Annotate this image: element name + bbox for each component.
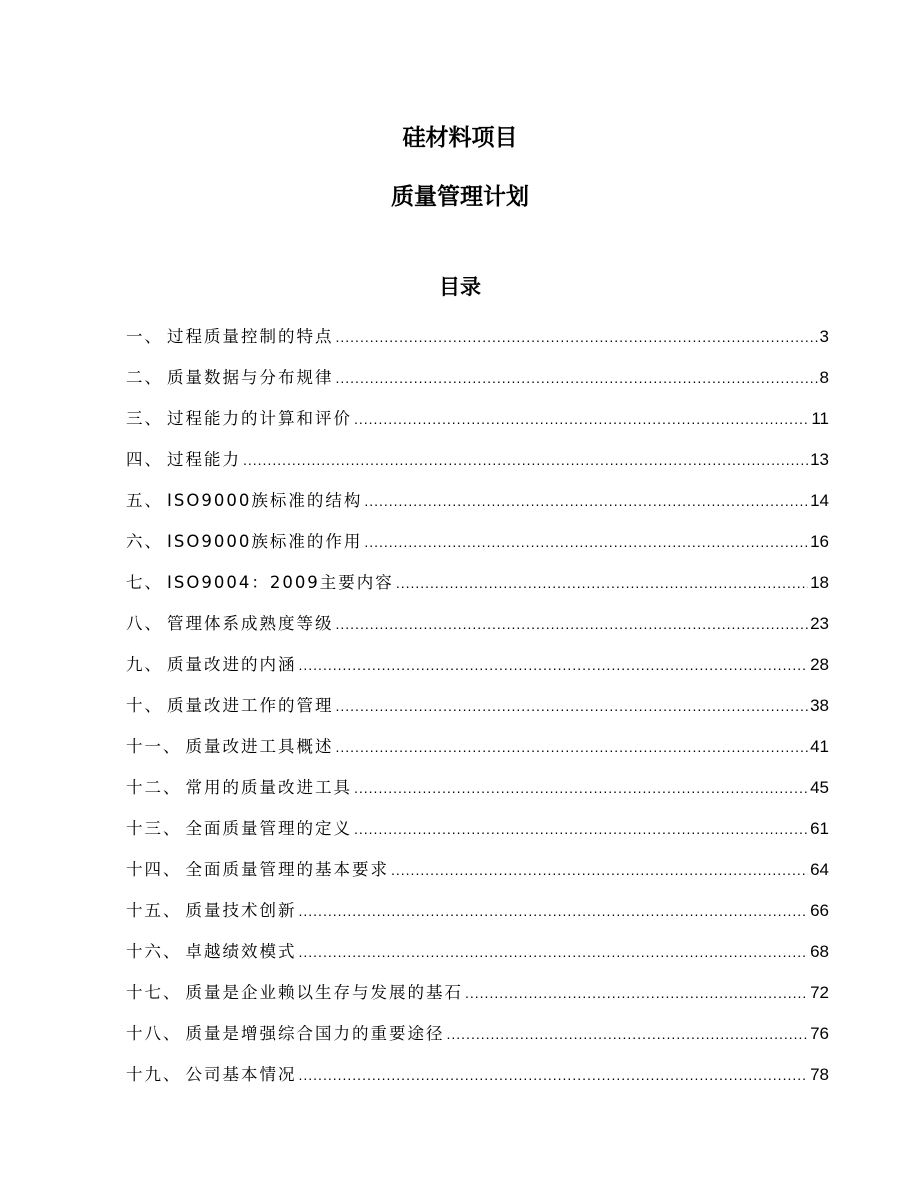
- toc-dot-leader: [354, 405, 809, 433]
- toc-heading: 目录: [439, 275, 481, 299]
- toc-entry-number: 四、: [126, 450, 163, 469]
- toc-dot-leader: [396, 569, 808, 597]
- toc-entry[interactable]: [126, 897, 829, 938]
- toc-entry-page: 45: [810, 778, 829, 797]
- toc-entry-title: ISO9004：2009主要内容: [167, 573, 394, 592]
- toc-entry-page: 41: [810, 737, 829, 756]
- toc-entry[interactable]: [126, 405, 829, 446]
- toc-entry-number: 十三、: [126, 819, 182, 838]
- toc-entry[interactable]: [126, 733, 829, 774]
- toc-entry[interactable]: [126, 1061, 829, 1102]
- toc-entry-number: 十四、: [126, 860, 182, 879]
- toc-entry-title: 质量是增强综合国力的重要途径: [185, 1024, 445, 1043]
- toc-dot-leader: [391, 856, 808, 884]
- toc-entry-title: 管理体系成熟度等级: [167, 614, 334, 633]
- toc-entry-page: 78: [810, 1065, 829, 1084]
- document-subtitle: 质量管理计划: [391, 184, 529, 210]
- toc-entry-title: 质量改进工作的管理: [167, 696, 334, 715]
- toc-dot-leader: [299, 897, 809, 925]
- toc-entry-number: 十一、: [126, 737, 182, 756]
- toc-entry-number: 十八、: [126, 1024, 182, 1043]
- toc-entry-title: 全面质量管理的基本要求: [185, 860, 389, 879]
- toc-entry-title: 公司基本情况: [185, 1065, 297, 1084]
- toc-entry-title: 质量改进的内涵: [167, 655, 297, 674]
- toc-entry-page: 68: [810, 942, 829, 961]
- toc-entry-title: 常用的质量改进工具: [185, 778, 352, 797]
- toc-entry[interactable]: [126, 487, 829, 528]
- toc-dot-leader: [336, 610, 809, 638]
- toc-entry-number: 十七、: [126, 983, 182, 1002]
- toc-dot-leader: [354, 774, 808, 802]
- toc-entry[interactable]: [126, 610, 829, 651]
- toc-dot-leader: [336, 733, 809, 761]
- toc-entry-page: 3: [819, 327, 829, 346]
- toc-entry-number: 三、: [126, 409, 163, 428]
- toc-entry-number: 七、: [126, 573, 163, 592]
- table-of-contents: [126, 323, 829, 1102]
- toc-entry[interactable]: [126, 446, 829, 487]
- toc-entry-title: 过程能力: [167, 450, 241, 469]
- toc-entry-title: ISO9000族标准的作用: [167, 532, 363, 551]
- toc-entry-title: 质量技术创新: [185, 901, 297, 920]
- toc-entry[interactable]: [126, 979, 829, 1020]
- toc-entry-title: 卓越绩效模式: [185, 942, 297, 961]
- toc-entry[interactable]: [126, 774, 829, 815]
- toc-dot-leader: [364, 528, 808, 556]
- toc-dot-leader: [299, 651, 809, 679]
- toc-dot-leader: [465, 979, 808, 1007]
- toc-entry-page: 16: [810, 532, 829, 551]
- toc-entry-page: 38: [810, 696, 829, 715]
- toc-entry-page: 8: [819, 368, 829, 387]
- toc-entry-page: 14: [810, 491, 829, 510]
- toc-entry-title: 质量是企业赖以生存与发展的基石: [185, 983, 463, 1002]
- toc-dot-leader: [336, 323, 818, 351]
- toc-dot-leader: [299, 938, 809, 966]
- toc-dot-leader: [243, 446, 808, 474]
- toc-dot-leader: [336, 364, 818, 392]
- toc-entry-page: 76: [810, 1024, 829, 1043]
- toc-dot-leader: [299, 1061, 809, 1089]
- toc-entry-page: 23: [810, 614, 829, 633]
- toc-entry-page: 64: [810, 860, 829, 879]
- toc-entry-title: 过程能力的计算和评价: [167, 409, 352, 428]
- toc-entry[interactable]: [126, 651, 829, 692]
- toc-entry-title: 质量改进工具概述: [185, 737, 334, 756]
- toc-entry-number: 十六、: [126, 942, 182, 961]
- toc-entry[interactable]: [126, 692, 829, 733]
- toc-entry-page: 72: [810, 983, 829, 1002]
- toc-dot-leader: [336, 692, 809, 720]
- toc-dot-leader: [354, 815, 808, 843]
- document-title: 硅材料项目: [402, 125, 518, 151]
- toc-entry-number: 六、: [126, 532, 163, 551]
- toc-entry-title: 质量数据与分布规律: [167, 368, 334, 387]
- toc-entry-number: 十九、: [126, 1065, 182, 1084]
- toc-entry-title: 全面质量管理的定义: [185, 819, 352, 838]
- toc-entry[interactable]: [126, 938, 829, 979]
- toc-entry-title: ISO9000族标准的结构: [167, 491, 363, 510]
- toc-entry-number: 十、: [126, 696, 163, 715]
- toc-entry[interactable]: [126, 856, 829, 897]
- toc-entry-number: 十二、: [126, 778, 182, 797]
- toc-entry[interactable]: [126, 364, 829, 405]
- toc-entry-number: 五、: [126, 491, 163, 510]
- toc-entry[interactable]: [126, 323, 829, 364]
- toc-entry-page: 11: [811, 409, 829, 428]
- toc-entry[interactable]: [126, 1020, 829, 1061]
- toc-dot-leader: [364, 487, 808, 515]
- toc-entry-page: 66: [810, 901, 829, 920]
- toc-entry-title: 过程质量控制的特点: [167, 327, 334, 346]
- toc-entry-number: 十五、: [126, 901, 182, 920]
- toc-dot-leader: [447, 1020, 809, 1048]
- toc-entry[interactable]: [126, 569, 829, 610]
- toc-entry-number: 九、: [126, 655, 163, 674]
- toc-entry-page: 28: [810, 655, 829, 674]
- toc-entry-number: 一、: [126, 327, 163, 346]
- toc-entry-page: 18: [810, 573, 829, 592]
- toc-entry[interactable]: [126, 815, 829, 856]
- toc-entry-page: 61: [810, 819, 829, 838]
- toc-entry-number: 八、: [126, 614, 163, 633]
- toc-entry-number: 二、: [126, 368, 163, 387]
- toc-entry[interactable]: [126, 528, 829, 569]
- toc-entry-page: 13: [810, 450, 829, 469]
